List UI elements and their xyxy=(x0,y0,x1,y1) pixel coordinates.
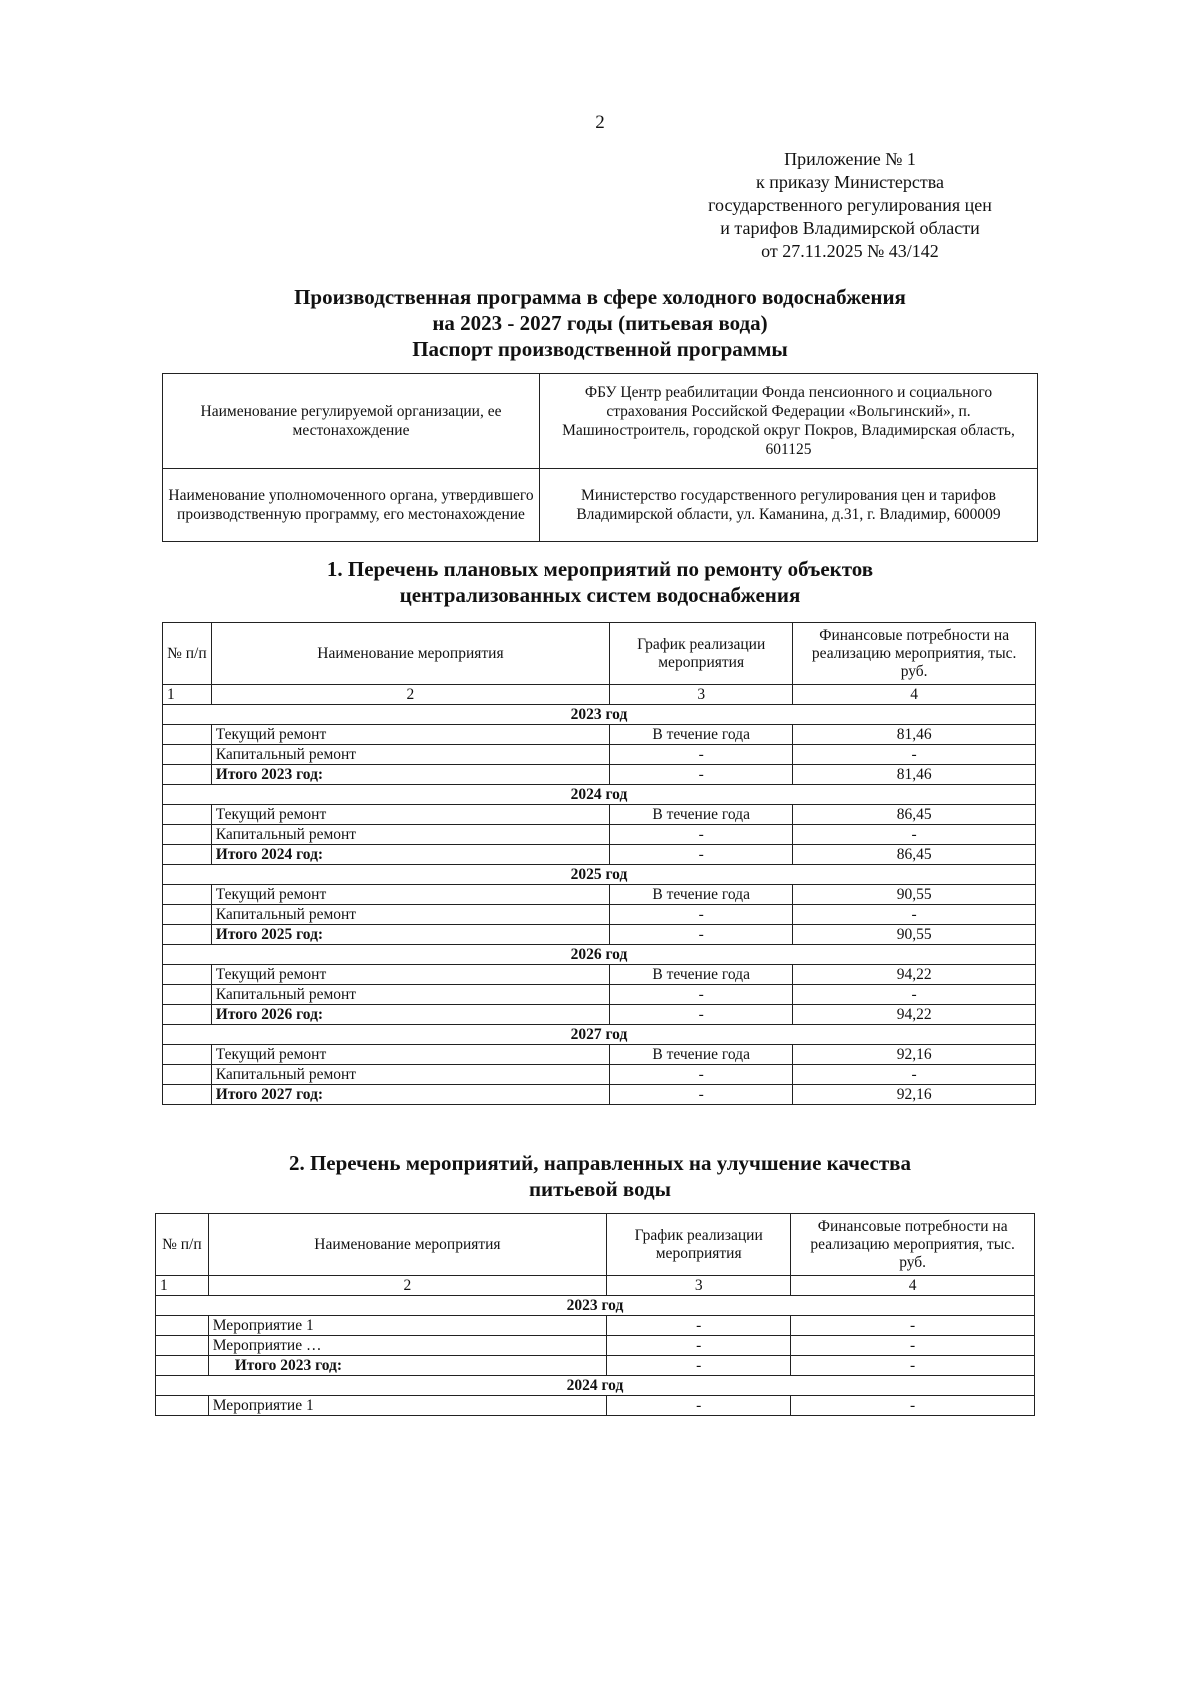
amount-cell: 86,45 xyxy=(793,845,1036,865)
passport-value: Министерство государственного регулирования цен и тарифов Владимирской области, ул. Каманина, д.31, г. Владимир, 600009 xyxy=(540,469,1038,542)
schedule-cell: - xyxy=(607,1356,791,1376)
title-line: 2. Перечень мероприятий, направленных на улучшение качества xyxy=(288,1151,912,1175)
schedule-cell: В течение года xyxy=(610,725,793,745)
title-line: 1. Перечень плановых мероприятий по ремонту объектов xyxy=(326,557,874,581)
schedule-cell: В течение года xyxy=(610,805,793,825)
amount-cell: 81,46 xyxy=(793,725,1036,745)
activity-name: Капитальный ремонт xyxy=(211,745,609,765)
index-cell: 1 xyxy=(163,685,212,705)
number-cell xyxy=(163,825,212,845)
table-row xyxy=(163,985,1036,1005)
passport-label: Наименование уполномоченного органа, утвердившего производственную программу, его местонахождение xyxy=(163,469,540,542)
amount-cell: 81,46 xyxy=(793,765,1036,785)
total-label: Итого 2025 год: xyxy=(211,925,609,945)
passport-label: Наименование регулируемой организации, ее местонахождение xyxy=(163,374,540,469)
passport-table xyxy=(162,373,1038,542)
column-header: № п/п xyxy=(156,1214,209,1276)
amount-cell: - xyxy=(791,1356,1035,1376)
number-cell xyxy=(156,1336,209,1356)
schedule-cell: - xyxy=(610,905,793,925)
schedule-cell: - xyxy=(610,825,793,845)
appendix-line: от 27.11.2025 № 43/142 xyxy=(761,241,939,261)
total-label: Итого 2023 год: xyxy=(208,1356,606,1376)
index-row xyxy=(163,685,1036,705)
activity-name: Текущий ремонт xyxy=(211,725,609,745)
activity-name: Мероприятие 1 xyxy=(208,1316,606,1336)
activity-name: Капитальный ремонт xyxy=(211,985,609,1005)
appendix-line: государственного регулирования цен xyxy=(708,195,992,215)
table-row xyxy=(163,965,1036,985)
schedule-cell: - xyxy=(610,765,793,785)
year-label: 2025 год xyxy=(163,865,1036,885)
column-header: График реализации мероприятия xyxy=(610,623,793,685)
schedule-cell: - xyxy=(610,845,793,865)
activity-name: Текущий ремонт xyxy=(211,805,609,825)
activity-name: Капитальный ремонт xyxy=(211,1065,609,1085)
schedule-cell: - xyxy=(610,1065,793,1085)
schedule-cell: - xyxy=(607,1336,791,1356)
schedule-cell: - xyxy=(610,745,793,765)
year-row xyxy=(156,1376,1035,1396)
appendix-line: Приложение № 1 xyxy=(784,149,916,169)
column-header: № п/п xyxy=(163,623,212,685)
amount-cell: 90,55 xyxy=(793,885,1036,905)
amount-cell: 90,55 xyxy=(793,925,1036,945)
year-label: 2023 год xyxy=(163,705,1036,725)
number-cell xyxy=(163,1045,212,1065)
index-cell: 4 xyxy=(793,685,1036,705)
schedule-cell: - xyxy=(610,1005,793,1025)
year-label: 2027 год xyxy=(163,1025,1036,1045)
document-title xyxy=(160,284,1040,362)
table-row xyxy=(163,1065,1036,1085)
amount-cell: - xyxy=(793,1065,1036,1085)
index-cell: 1 xyxy=(156,1276,209,1296)
total-row xyxy=(163,925,1036,945)
total-row xyxy=(163,1005,1036,1025)
number-cell xyxy=(163,1085,212,1105)
amount-cell: 86,45 xyxy=(793,805,1036,825)
number-cell xyxy=(163,765,212,785)
total-row xyxy=(163,1085,1036,1105)
activity-name: Текущий ремонт xyxy=(211,1045,609,1065)
column-header: Финансовые потребности на реализацию мероприятия, тыс. руб. xyxy=(791,1214,1035,1276)
number-cell xyxy=(163,885,212,905)
title-line: на 2023 - 2027 годы (питьевая вода) xyxy=(432,311,768,335)
amount-cell: - xyxy=(793,905,1036,925)
column-header: График реализации мероприятия xyxy=(607,1214,791,1276)
table-row xyxy=(156,1316,1035,1336)
table-row xyxy=(163,885,1036,905)
number-cell xyxy=(156,1396,209,1416)
activity-name: Капитальный ремонт xyxy=(211,825,609,845)
year-row xyxy=(163,945,1036,965)
amount-cell: - xyxy=(791,1396,1035,1416)
year-row xyxy=(163,1025,1036,1045)
activity-name: Текущий ремонт xyxy=(211,965,609,985)
amount-cell: 94,22 xyxy=(793,965,1036,985)
amount-cell: - xyxy=(791,1316,1035,1336)
schedule-cell: - xyxy=(607,1396,791,1416)
page-number: 2 xyxy=(595,112,605,133)
number-cell xyxy=(163,905,212,925)
number-cell xyxy=(163,985,212,1005)
column-header: Наименование мероприятия xyxy=(211,623,609,685)
amount-cell: - xyxy=(793,745,1036,765)
schedule-cell: - xyxy=(607,1316,791,1336)
number-cell xyxy=(163,845,212,865)
amount-cell: - xyxy=(793,825,1036,845)
schedule-cell: - xyxy=(610,985,793,1005)
table-row xyxy=(163,725,1036,745)
repair-plan-table xyxy=(162,622,1036,1105)
total-label: Итого 2027 год: xyxy=(211,1085,609,1105)
year-label: 2026 год xyxy=(163,945,1036,965)
table-row xyxy=(163,805,1036,825)
year-row xyxy=(156,1296,1035,1316)
title-line: Паспорт производственной программы xyxy=(412,337,788,361)
table-row xyxy=(156,1396,1035,1416)
number-cell xyxy=(156,1316,209,1336)
schedule-cell: В течение года xyxy=(610,1045,793,1065)
number-cell xyxy=(163,725,212,745)
title-line: питьевой воды xyxy=(528,1177,672,1201)
activity-name: Мероприятие … xyxy=(208,1336,606,1356)
header-row xyxy=(163,623,1036,685)
year-label: 2024 год xyxy=(163,785,1036,805)
year-row xyxy=(163,865,1036,885)
index-cell: 2 xyxy=(208,1276,606,1296)
number-cell xyxy=(163,1005,212,1025)
number-cell xyxy=(163,925,212,945)
total-label: Итого 2023 год: xyxy=(211,765,609,785)
total-row xyxy=(163,845,1036,865)
activity-name: Мероприятие 1 xyxy=(208,1396,606,1416)
index-cell: 4 xyxy=(791,1276,1035,1296)
appendix-line: и тарифов Владимирской области xyxy=(720,218,980,238)
header-row xyxy=(156,1214,1035,1276)
index-cell: 3 xyxy=(607,1276,791,1296)
year-row xyxy=(163,705,1036,725)
title-line: централизованных систем водоснабжения xyxy=(399,583,801,607)
schedule-cell: - xyxy=(610,925,793,945)
table-row xyxy=(163,745,1036,765)
water-quality-table xyxy=(155,1213,1035,1416)
total-label: Итого 2024 год: xyxy=(211,845,609,865)
number-cell xyxy=(156,1356,209,1376)
passport-value: ФБУ Центр реабилитации Фонда пенсионного и социального страхования Российской Федерации «Вольгинский», п. Машиностроитель, городской округ Покров, Владимирская область, 601125 xyxy=(540,374,1038,469)
schedule-cell: - xyxy=(610,1085,793,1105)
table-row xyxy=(163,1045,1036,1065)
number-cell xyxy=(163,1065,212,1085)
column-header: Наименование мероприятия xyxy=(208,1214,606,1276)
year-label: 2023 год xyxy=(156,1296,1035,1316)
appendix-block xyxy=(660,148,1040,263)
appendix-line: к приказу Министерства xyxy=(755,172,945,192)
column-header: Финансовые потребности на реализацию мероприятия, тыс. руб. xyxy=(793,623,1036,685)
schedule-cell: В течение года xyxy=(610,965,793,985)
table-row xyxy=(163,825,1036,845)
amount-cell: 94,22 xyxy=(793,1005,1036,1025)
amount-cell: - xyxy=(791,1336,1035,1356)
activity-name: Текущий ремонт xyxy=(211,885,609,905)
index-cell: 3 xyxy=(610,685,793,705)
amount-cell: 92,16 xyxy=(793,1085,1036,1105)
table-row xyxy=(156,1336,1035,1356)
index-row xyxy=(156,1276,1035,1296)
amount-cell: - xyxy=(793,985,1036,1005)
number-cell xyxy=(163,805,212,825)
total-label: Итого 2026 год: xyxy=(211,1005,609,1025)
number-cell xyxy=(163,745,212,765)
activity-name: Капитальный ремонт xyxy=(211,905,609,925)
total-row xyxy=(156,1356,1035,1376)
total-row xyxy=(163,765,1036,785)
table-row xyxy=(163,905,1036,925)
schedule-cell: В течение года xyxy=(610,885,793,905)
index-cell: 2 xyxy=(211,685,609,705)
section1-title xyxy=(160,556,1040,608)
year-row xyxy=(163,785,1036,805)
amount-cell: 92,16 xyxy=(793,1045,1036,1065)
title-line: Производственная программа в сфере холодного водоснабжения xyxy=(294,285,906,309)
number-cell xyxy=(163,965,212,985)
year-label: 2024 год xyxy=(156,1376,1035,1396)
section2-title xyxy=(160,1150,1040,1202)
